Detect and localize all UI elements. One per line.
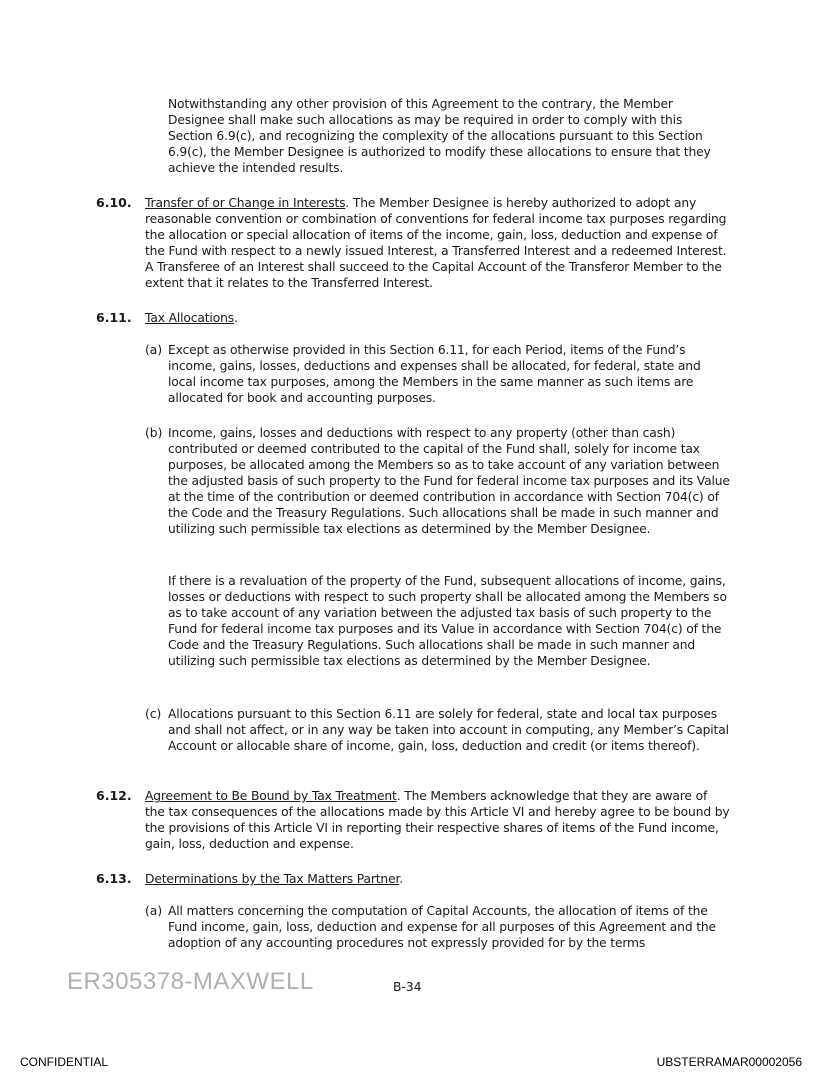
bates-watermark: ER305378-MAXWELL	[67, 968, 314, 995]
section-6-12-title: Agreement to Be Bound by Tax Treatment	[145, 789, 397, 803]
section-6-13-a-text: All matters concerning the computation of Capital Accounts, the allocation of items of the Fund income, gain, loss, deduction and expense for all purposes of this Agreement and the adoption of any accounting procedures not expressly provided for by the terms	[168, 904, 716, 950]
footer-bates-number: UBSTERRAMAR00002056	[656, 1055, 802, 1069]
section-6-11-paragraph	[145, 310, 730, 326]
continuation-paragraph: Notwithstanding any other provision of this Agreement to the contrary, the Member Designee shall make such allocations as may be required in order to comply with this Section 6.9(c), and recognizing the complexity of the allocations pursuant to this Section 6.9(c), the Member Designee is authorized to modify these allocations to ensure that they achieve the intended results.	[168, 97, 711, 175]
section-6-11-number: 6.11.	[96, 310, 132, 325]
section-6-11-a-label: (a)	[145, 343, 163, 357]
section-6-13-a-label: (a)	[145, 904, 163, 918]
page-number: B-34	[393, 980, 422, 994]
section-6-11-b-text-2: If there is a revaluation of the property of the Fund, subsequent allocations of income, gains, losses or deductions with respect to such property shall be allocated among the Members so as to take account of any variation between the adjusted tax basis of such property to the Fund for federal income tax purposes and its Value in accordance with Section 704(c) of the Code and the Treasury Regulations. Such allocations shall be made in such manner and utilizing such permissible tax elections as determined by the Member Designee.	[168, 574, 727, 668]
section-6-10-title: Transfer of or Change in Interests	[145, 196, 346, 210]
footer-confidential: CONFIDENTIAL	[20, 1055, 109, 1069]
section-6-12-paragraph	[145, 788, 730, 852]
section-6-13-text: .	[399, 872, 404, 886]
section-6-11-title: Tax Allocations	[145, 311, 234, 325]
section-6-12-text: . The Members acknowledge that they are aware of the tax consequences of the allocations made by this Article VI and hereby agree to be bound by the provisions of this Article VI in reporting their respective shares of items of the Fund income, gain, loss, deduction and expense.	[145, 789, 730, 851]
section-6-11-text: .	[233, 311, 238, 325]
section-6-11-a-text: Except as otherwise provided in this Section 6.11, for each Period, items of the Fund’s income, gains, losses, deductions and expenses shall be allocated, for federal, state and local income tax purposes, among the Members in the same manner as such items are allocated for book and accounting purposes.	[168, 343, 701, 405]
section-6-10-number: 6.10.	[96, 195, 132, 210]
section-6-11-b-text: Income, gains, losses and deductions with respect to any property (other than cash) contributed or deemed contributed to the capital of the Fund shall, solely for income tax purposes, be allocated among the Members so as to take account of any variation between the adjusted basis of such property to the Fund for federal income tax purposes and its Value at the time of the contribution or deemed contribution in accordance with Section 704(c) of the Code and the Treasury Regulations. Such allocations shall be made in such manner and utilizing such permissible tax elections as determined by the Member Designee.	[168, 426, 730, 536]
section-6-11-b-label: (b)	[145, 426, 163, 440]
section-6-13-number: 6.13.	[96, 871, 132, 886]
section-6-11-c-text: Allocations pursuant to this Section 6.11 are solely for federal, state and local tax purposes and shall not affect, or in any way be taken into account in computing, any Member’s Capital Account or allocable share of income, gain, loss, deduction and credit (or items thereof).	[168, 707, 729, 753]
section-6-10-paragraph	[145, 195, 730, 291]
section-6-12-number: 6.12.	[96, 788, 132, 803]
section-6-13-paragraph	[145, 871, 730, 887]
section-6-13-title: Determinations by the Tax Matters Partner	[145, 872, 400, 886]
section-6-11-c-label: (c)	[145, 707, 162, 721]
section-6-10-text: . The Member Designee is hereby authorized to adopt any reasonable convention or combination of conventions for federal income tax purposes regarding the allocation or special allocation of items of the income, gain, loss, deduction and expense of the Fund with respect to a newly issued Interest, a Transferred Interest and a redeemed Interest. A Transferee of an Interest shall succeed to the Capital Account of the Transferor Member to the extent that it relates to the Transferred Interest.	[145, 196, 727, 290]
